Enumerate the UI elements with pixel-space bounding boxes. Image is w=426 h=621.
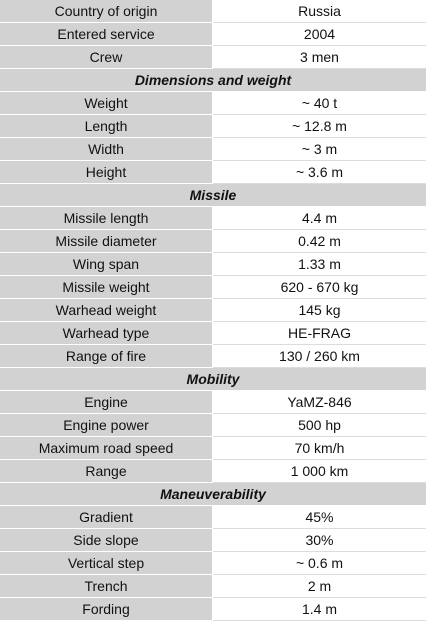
table-row — [0, 345, 426, 368]
row-label: Trench — [0, 575, 213, 598]
table-row — [0, 207, 426, 230]
row-label: Crew — [0, 46, 213, 69]
row-value: Russia — [213, 0, 426, 23]
table-row — [0, 230, 426, 253]
row-value: 0.42 m — [213, 230, 426, 253]
table-row — [0, 391, 426, 414]
row-label: Maximum road speed — [0, 437, 213, 460]
section-header-row — [0, 483, 426, 506]
row-label: Fording — [0, 598, 213, 621]
section-title: Maneuverability — [0, 483, 426, 506]
row-label: Gradient — [0, 506, 213, 529]
section-header-row — [0, 69, 426, 92]
table-row — [0, 598, 426, 621]
row-value: 130 / 260 km — [213, 345, 426, 368]
section-header-row — [0, 184, 426, 207]
row-label: Vertical step — [0, 552, 213, 575]
row-value: 1.33 m — [213, 253, 426, 276]
section-title: Mobility — [0, 368, 426, 391]
table-row — [0, 0, 426, 23]
row-label: Warhead weight — [0, 299, 213, 322]
section-title: Missile — [0, 184, 426, 207]
table-row — [0, 23, 426, 46]
row-value: 3 men — [213, 46, 426, 69]
row-label: Engine — [0, 391, 213, 414]
table-row — [0, 138, 426, 161]
row-value: 1.4 m — [213, 598, 426, 621]
row-value: HE-FRAG — [213, 322, 426, 345]
table-row — [0, 437, 426, 460]
table-row — [0, 161, 426, 184]
table-row — [0, 253, 426, 276]
row-label: Missile diameter — [0, 230, 213, 253]
row-value: 30% — [213, 529, 426, 552]
row-value: YaMZ-846 — [213, 391, 426, 414]
row-value: ~ 12.8 m — [213, 115, 426, 138]
row-value: 1 000 km — [213, 460, 426, 483]
row-label: Side slope — [0, 529, 213, 552]
row-value: 2 m — [213, 575, 426, 598]
table-row — [0, 322, 426, 345]
row-label: Engine power — [0, 414, 213, 437]
row-label: Missile length — [0, 207, 213, 230]
row-value: ~ 0.6 m — [213, 552, 426, 575]
table-row — [0, 299, 426, 322]
table-row — [0, 276, 426, 299]
section-title: Dimensions and weight — [0, 69, 426, 92]
section-header-row — [0, 368, 426, 391]
row-value: ~ 3 m — [213, 138, 426, 161]
row-value: ~ 3.6 m — [213, 161, 426, 184]
row-label: Width — [0, 138, 213, 161]
table-row — [0, 92, 426, 115]
row-value: 4.4 m — [213, 207, 426, 230]
row-label: Range of fire — [0, 345, 213, 368]
row-label: Country of origin — [0, 0, 213, 23]
row-label: Missile weight — [0, 276, 213, 299]
row-label: Height — [0, 161, 213, 184]
row-label: Wing span — [0, 253, 213, 276]
row-label: Range — [0, 460, 213, 483]
table-row — [0, 552, 426, 575]
row-value: 500 hp — [213, 414, 426, 437]
table-row — [0, 460, 426, 483]
table-row — [0, 575, 426, 598]
row-label: Entered service — [0, 23, 213, 46]
row-label: Length — [0, 115, 213, 138]
row-value: 145 kg — [213, 299, 426, 322]
row-label: Warhead type — [0, 322, 213, 345]
table-row — [0, 46, 426, 69]
table-row — [0, 414, 426, 437]
row-value: 2004 — [213, 23, 426, 46]
table-row — [0, 115, 426, 138]
row-value: ~ 40 t — [213, 92, 426, 115]
row-value: 45% — [213, 506, 426, 529]
row-value: 70 km/h — [213, 437, 426, 460]
table-row — [0, 529, 426, 552]
row-value: 620 - 670 kg — [213, 276, 426, 299]
row-label: Weight — [0, 92, 213, 115]
table-row — [0, 506, 426, 529]
